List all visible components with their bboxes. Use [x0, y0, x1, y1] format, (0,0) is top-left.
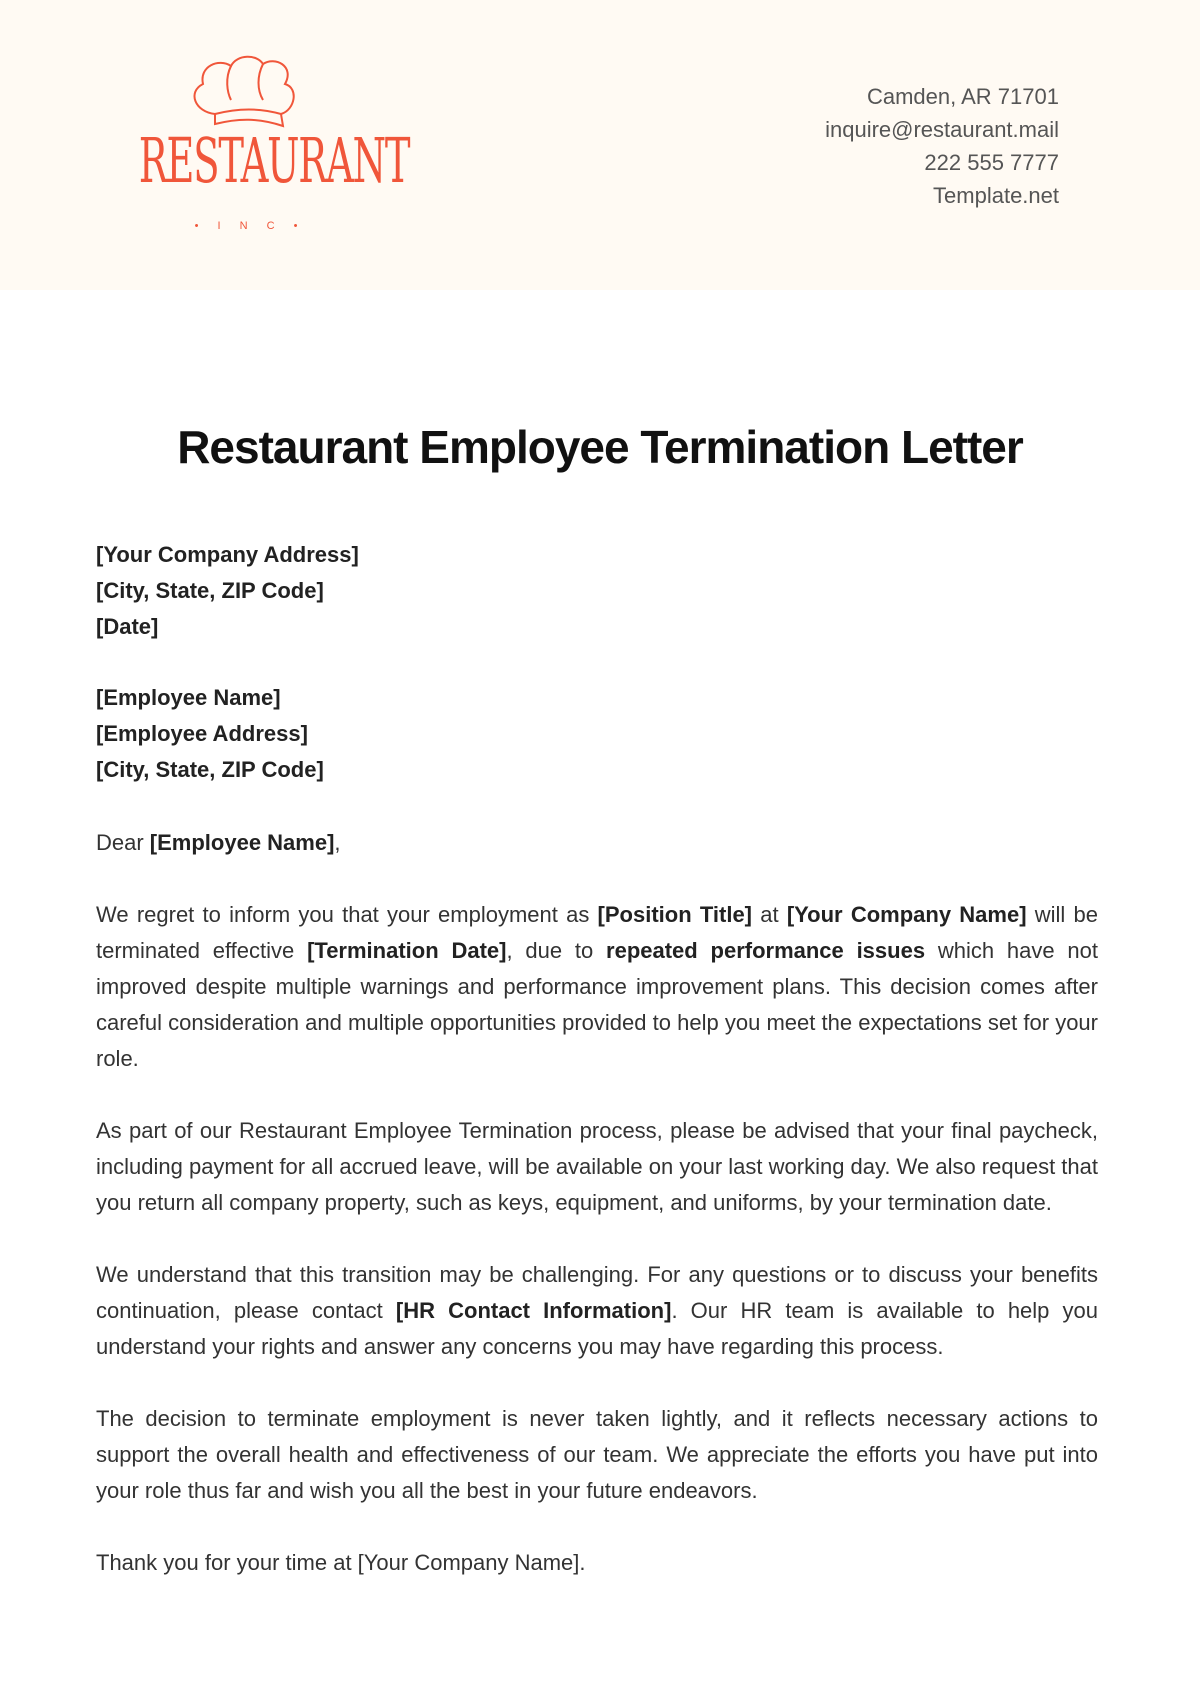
- paragraph-text: We understand that this transition may be challenging. For any questions or to discuss your benefits continuation, please contact: [96, 1262, 1098, 1323]
- sender-city: [City, State, ZIP Code]: [96, 578, 324, 603]
- letterhead: [0, 0, 1200, 290]
- placeholder-field: repeated performance issues: [606, 938, 926, 963]
- contact-website: Template.net: [933, 183, 1059, 208]
- paragraph-text: As part of our Restaurant Employee Termination process, please be advised that your final paycheck, including payment for all accrued leave, will be available on your last working day. We also request that you return all company property, such as keys, equipment, and uniforms, by your termination date.: [96, 1118, 1098, 1215]
- greeting: [96, 825, 1098, 861]
- body-paragraph: [96, 1257, 1098, 1365]
- contact-phone: 222 555 7777: [924, 150, 1059, 175]
- chef-hat-icon: [135, 52, 365, 132]
- sender-address: [Your Company Address]: [96, 542, 359, 567]
- page-title: Restaurant Employee Termination Letter: [177, 421, 1023, 473]
- paragraph-text: Thank you for your time at [Your Company Name].: [96, 1550, 586, 1575]
- placeholder-field: [HR Contact Information]: [395, 1298, 672, 1323]
- restaurant-logo: [135, 52, 410, 242]
- body-paragraph: [96, 1113, 1098, 1221]
- recipient-city: [City, State, ZIP Code]: [96, 757, 324, 782]
- recipient-block: [96, 680, 1098, 788]
- letter-date: [Date]: [96, 614, 159, 639]
- greeting-text: Dear: [96, 830, 150, 855]
- sender-block: [96, 537, 1098, 645]
- paragraph-text: . Our HR team is available to help you understand your rights and answer any concerns you may have regarding this process.: [96, 1298, 1099, 1359]
- paragraph-text: at: [752, 902, 787, 927]
- logo-subtitle: • I N C •: [194, 220, 306, 232]
- paragraph-text: will be terminated effective: [96, 902, 1099, 963]
- greeting-punct: ,: [334, 830, 341, 855]
- placeholder-field: [Your Company Name]: [786, 902, 1027, 927]
- paragraph-text: We regret to inform you that your employment as: [96, 902, 598, 927]
- body-paragraph: [96, 1545, 1098, 1581]
- paragraph-text: The decision to terminate employment is never taken lightly, and it reflects necessary actions to support the overall health and effectiveness of our team. We appreciate the efforts you have put into your role thus far and wish you all the best in your future endeavors.: [96, 1406, 1098, 1503]
- recipient-address: [Employee Address]: [96, 721, 308, 746]
- greeting-name: [Employee Name]: [149, 830, 335, 855]
- paragraph-text: , due to: [506, 938, 607, 963]
- paragraph-text: which have not improved despite multiple warnings and performance improvement plans. This decision comes after careful consideration and multiple opportunities provided to help you meet the expectations set for your role.: [96, 938, 1098, 1071]
- placeholder-field: [Position Title]: [597, 902, 753, 927]
- logo-wordmark: RESTAURANT: [138, 124, 410, 197]
- body-paragraph: [96, 1401, 1098, 1509]
- letter-body: [96, 897, 1098, 1617]
- contact-address: Camden, AR 71701: [866, 84, 1059, 109]
- contact-info: [825, 80, 1059, 212]
- body-paragraph: [96, 897, 1098, 1077]
- recipient-name: [Employee Name]: [96, 685, 281, 710]
- contact-email: inquire@restaurant.mail: [825, 117, 1059, 142]
- placeholder-field: [Termination Date]: [307, 938, 507, 963]
